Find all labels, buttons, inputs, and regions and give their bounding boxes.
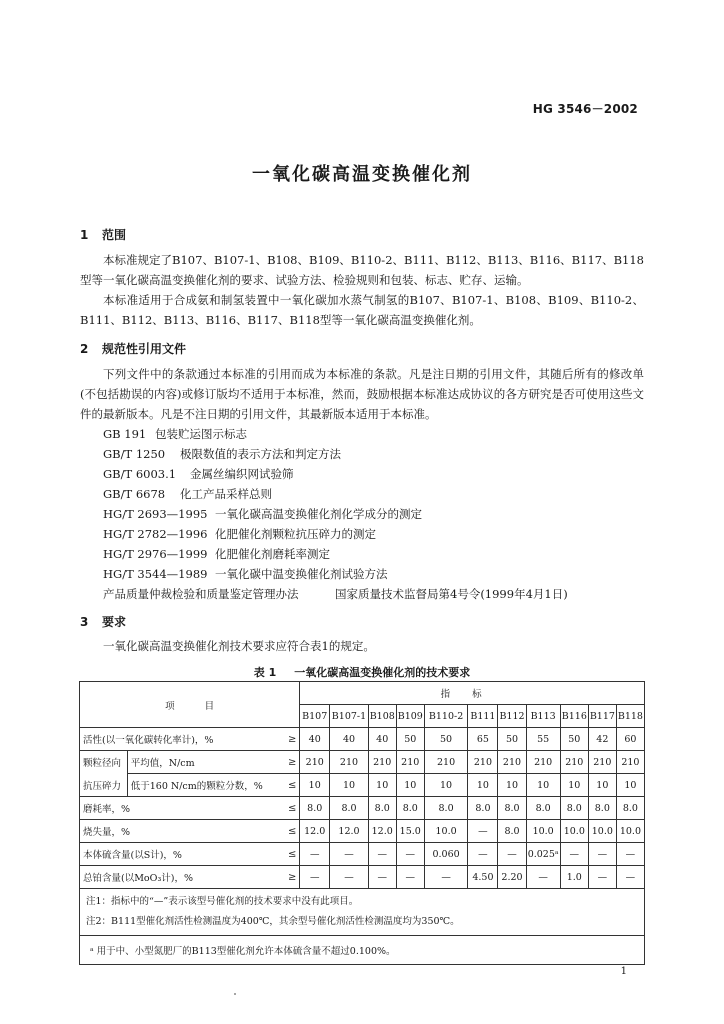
table-cell: 210 [498,751,526,774]
row-group-label: 颗粒径向 [80,751,128,774]
reference-title: 化肥催化剂磨耗率测定 [215,547,330,561]
table-cell: 12.0 [368,820,396,843]
comparison-symbol: ≥ [285,751,300,774]
table-cell: 210 [468,751,498,774]
table-cell: 50 [424,728,468,751]
reference-item [103,586,568,602]
table-cell: 40 [368,728,396,751]
table-cell: 10 [526,774,560,797]
table-cell: — [396,843,424,866]
table-cell: 10 [468,774,498,797]
comparison-symbol: ≤ [285,843,300,866]
reference-code: HG/T 3544—1989 [103,567,208,581]
table-cell: 8.0 [300,797,330,820]
model-header: B110-2 [424,705,468,728]
table-cell: 15.0 [396,820,424,843]
table-cell: 1.0 [560,866,588,889]
table-cell: — [368,866,396,889]
table-cell: 50 [560,728,588,751]
table-cell: 210 [560,751,588,774]
comparison-symbol: ≤ [285,797,300,820]
reference-title: 一氧化碳中温变换催化剂试验方法 [215,567,388,581]
table-cell: — [560,843,588,866]
section-3-title: 要求 [102,615,127,629]
table-cell: 8.0 [424,797,468,820]
comparison-symbol: ≥ [285,728,300,751]
table-cell: 210 [616,751,644,774]
reference-item [103,566,388,582]
table-cell: — [368,843,396,866]
table-row [80,774,645,797]
reference-item [103,446,341,462]
section-1-title: 范围 [102,228,127,242]
model-header: B111 [468,705,498,728]
reference-title: 极限数值的表示方法和判定方法 [180,447,341,461]
model-header: B109 [396,705,424,728]
reference-code: 产品质量仲裁检验和质量鉴定管理办法 [103,587,299,601]
section-3-number: 3 [80,615,89,629]
table-row [80,728,645,751]
section-3-heading [80,613,126,630]
table-cell: — [300,866,330,889]
table-cell: 210 [330,751,368,774]
requirements-paragraph: 一氧化碳高温变换催化剂技术要求应符合表1的规定。 [103,639,375,653]
reference-code: HG/T 2976—1999 [103,547,208,561]
comparison-symbol: ≤ [285,774,300,797]
reference-title: 化工产品采样总则 [180,487,272,501]
table-cell: — [468,820,498,843]
row-label: 磨耗率，% [80,797,286,820]
table-cell: 8.0 [396,797,424,820]
reference-code: GB/T 6003.1 [103,467,177,481]
table-row [80,820,645,843]
table-cell: 10 [616,774,644,797]
row-label: 活性(以一氧化碳转化率计)，% [80,728,286,751]
table-footnote-row [80,936,645,965]
comparison-symbol: ≥ [285,866,300,889]
table-cell: — [396,866,424,889]
table-cell: 10.0 [526,820,560,843]
table-cell: 0.025ᵃ [526,843,560,866]
reference-item [103,486,272,502]
table-cell: — [330,843,368,866]
row-label: 总铂含量(以MoO₃计)，% [80,866,286,889]
table-cell: 4.50 [468,866,498,889]
model-header: B108 [368,705,396,728]
section-1-heading [80,226,126,243]
table-cell: — [588,843,616,866]
reference-item [103,546,330,562]
table-cell: 2.20 [498,866,526,889]
table-cell: 210 [424,751,468,774]
table-cell: 40 [300,728,330,751]
normative-paragraph: 下列文件中的条款通过本标准的引用而成为本标准的条款。凡是注日期的引用文件，其随后所有的修改单(不包括勘误的内容)或修订版均不适用于本标准，然而，鼓励根据本标准达成协议的各方研究是否可使用这些文件的最新版本。凡是不注日期的引用文件，其最新版本适用于本标准。 [80,367,644,421]
table-cell: 210 [526,751,560,774]
table-cell: 210 [396,751,424,774]
reference-title: 国家质量技术监督局第4号令(1999年4月1日) [335,587,568,601]
section-2-title: 规范性引用文件 [102,342,187,356]
table-cell: 42 [588,728,616,751]
model-header: B116 [560,705,588,728]
table-cell: 0.060 [424,843,468,866]
table-cell: 10 [396,774,424,797]
section-1-number: 1 [80,228,89,242]
table-caption [0,664,724,680]
reference-code: HG/T 2693—1995 [103,507,208,521]
table-cell: 8.0 [330,797,368,820]
reference-title: 一氧化碳高温变换催化剂化学成分的测定 [215,507,422,521]
table-cell: 8.0 [588,797,616,820]
table-cell: — [616,843,644,866]
table-cell: — [330,866,368,889]
row-label: 低于160 N/cm的颗粒分数，% [127,774,285,797]
table-cell: 210 [300,751,330,774]
reference-item [103,506,422,522]
model-header: B118 [616,705,644,728]
table-cell: — [468,843,498,866]
table-cell: 8.0 [498,820,526,843]
table-cell: 10 [560,774,588,797]
standard-code: HG 3546－2002 [532,102,638,116]
table-cell: 210 [588,751,616,774]
table-cell: 12.0 [300,820,330,843]
comparison-symbol: ≤ [285,820,300,843]
table-cell: — [498,843,526,866]
technical-requirements-table [79,681,645,965]
indicator-header: 指标 [300,682,645,705]
table-cell: 10.0 [616,820,644,843]
reference-item [103,526,376,542]
table-note: 注1：指标中的“—”表示该型号催化剂的技术要求中没有此项目。 [86,896,359,907]
table-cell: 8.0 [526,797,560,820]
row-label: 平均值，N/cm [127,751,285,774]
table-cell: 8.0 [616,797,644,820]
reference-item [103,466,294,482]
page-number: 1 [620,966,627,977]
table-cell: 8.0 [468,797,498,820]
table-cell: 10 [368,774,396,797]
table-cell: 10 [498,774,526,797]
table-cell: 210 [368,751,396,774]
table-cell: 10 [300,774,330,797]
table-cell: 50 [396,728,424,751]
section-2-number: 2 [80,342,89,356]
table-cell: 10 [330,774,368,797]
table-row [80,751,645,774]
table-note: 注2：B111型催化剂活性检测温度为400℃，其余型号催化剂活性检测温度均为350℃。 [86,916,460,927]
table-cell: 10 [424,774,468,797]
table-cell: 8.0 [498,797,526,820]
table-cell: 10 [588,774,616,797]
document-title: 一氧化碳高温变换催化剂 [252,164,472,185]
table-notes [80,889,645,936]
table-cell: 40 [330,728,368,751]
section-2-heading [80,340,186,357]
item-header: 项目 [80,682,300,728]
table-caption-number: 表 1 [253,666,277,679]
table-cell: 10.0 [424,820,468,843]
table-cell: — [300,843,330,866]
reference-code: GB 191 [103,427,147,441]
reference-title: 金属丝编织网试验筛 [190,467,294,481]
model-header: B117 [588,705,616,728]
table-cell: 12.0 [330,820,368,843]
table-cell: 8.0 [368,797,396,820]
reference-code: GB/T 6678 [103,487,166,501]
model-header: B113 [526,705,560,728]
reference-code: HG/T 2782—1996 [103,527,208,541]
table-row [80,866,645,889]
scope-paragraph-1: 本标准规定了B107、B107-1、B108、B109、B110-2、B111、B112、B113、B116、B117、B118型等一氧化碳高温变换催化剂的要求、试验方法、检验规则和包装、标志、贮存、运输。 [80,253,644,287]
scope-paragraph-2: 本标准适用于合成氨和制氢装置中一氧化碳加水蒸气制氢的B107、B107-1、B108、B109、B110-2、B111、B112、B113、B116、B117、B118型等一氧化碳高温变换催化剂。 [80,293,644,327]
reference-title: 包装贮运图示标志 [155,427,247,441]
table-cell: 8.0 [560,797,588,820]
table-cell: 10.0 [588,820,616,843]
table-cell: — [616,866,644,889]
scan-speck [234,993,236,995]
table-cell: — [526,866,560,889]
row-label: 本体硫含量(以S计)，% [80,843,286,866]
model-header: B112 [498,705,526,728]
table-caption-title: 一氧化碳高温变换催化剂的技术要求 [294,666,471,679]
row-label: 烧失量，% [80,820,286,843]
table-cell: 65 [468,728,498,751]
table-header-row [80,682,645,705]
table-cell: — [588,866,616,889]
table-notes-row [80,889,645,936]
table-footnote: ᵃ 用于中、小型氮肥厂的B113型催化剂允许本体硫含量不超过0.100%。 [80,936,645,965]
table-cell: 60 [616,728,644,751]
reference-title: 化肥催化剂颗粒抗压碎力的测定 [215,527,376,541]
table-cell: 50 [498,728,526,751]
table-cell: — [424,866,468,889]
table-row [80,843,645,866]
table-cell: 10.0 [560,820,588,843]
table-row [80,797,645,820]
model-header: B107-1 [330,705,368,728]
model-header: B107 [300,705,330,728]
table-cell: 55 [526,728,560,751]
reference-code: GB/T 1250 [103,447,166,461]
row-group-label: 抗压碎力 [80,774,128,797]
reference-item [103,426,247,442]
